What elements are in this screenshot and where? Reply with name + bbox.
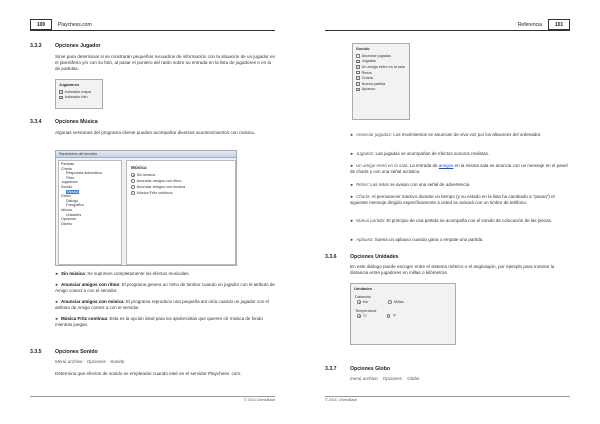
checkbox-label: Aplauso [361,87,376,92]
applause-checkbox[interactable] [353,87,409,93]
server-params-music-screenshot [55,150,237,266]
tree-item[interactable]: Unidades [66,212,82,217]
section-3-3-6-body: En este diálogo puede escoger entre el sistema métrico o el anglosajón, por ejemplo para mostrar la distancia entre jugadores en millas o kilómetros. [350,264,555,275]
tree-item[interactable]: Opciones [61,217,77,222]
radio-icon [131,185,135,189]
checkbox-label: Retos [361,70,372,75]
players-group-caption: Jugadores [59,82,80,87]
tree-item[interactable]: Partidas [61,162,75,166]
section-3-3-5-body: Determina que efectos de sonido se emplearán cuando esté en el servidor Playchess. com. [55,371,242,376]
bullet-arrow-icon: ► [350,163,354,168]
bullet-text: : La entrada de [407,163,439,168]
bullet-term: Charla [356,194,370,199]
bullet-arrow-icon: ► [55,282,59,287]
bullet-text: : El programa genera un ritmo de tambor cuando un jugador con el atributo de Amigo conect a con el servidor. [55,282,275,293]
bullet-term: Anunciar jugadas [356,132,391,137]
sound-bullet [350,237,572,243]
checkbox-check-icon: ✓ [357,81,360,86]
left-header [30,20,275,31]
radio-label: °C [362,314,367,318]
section-number: 3.3.5 [30,349,42,355]
section-3-3-3-body: Sirve para determinar si se mostrarán pequeños recuadros de información con la situación de un jugador en el planisferio y/o con su foto, al pasar el puntero del ratón sobre su entrada en la lista de jugadores o en la de partidas. [55,54,276,71]
bullet-term: Jugadas [356,151,374,156]
radio-icon [388,300,392,304]
window-title-bar: Parámetros del servidor [56,151,236,158]
tree-item[interactable]: Filtro [66,175,74,180]
bullet-text: : Los movimientos se anuncian de viva voz por los altavoces del ordenador. [390,132,542,137]
checkbox-label: Jugadas [361,59,376,64]
music-bullet [55,316,277,328]
radio-label: Anunciar amigos con música [136,185,186,189]
bullet-text: : Se suprimen completamente los efectos musicales. [84,271,190,276]
right-header [325,20,570,31]
checkbox-label: Un amigo entró en la sala [361,64,405,69]
section-number: 3.3.3 [30,43,42,49]
tree-item[interactable]: Respuesta automática [66,171,102,176]
radio-label: °F [392,314,397,318]
checkbox-label: Indicador foto [64,95,88,100]
distance-label: Distancia [355,295,371,299]
sound-bullet [350,132,572,138]
options-tree [58,160,122,265]
bullet-text: : Esta es la opción ideal para los ajedrecistas que quieren oír música de fondo mientras juegan. [55,316,263,327]
sound-group-caption: Sonido [356,46,370,51]
section-3-3-5-menu-path: Menú archivo - Opciones - Sonido [55,359,125,364]
checkbox-check-icon: ✓ [357,87,360,92]
bullet-term: Aplauso [356,237,373,242]
tree-item[interactable]: Charla [61,166,72,171]
checkbox-check-icon: ✓ [357,76,360,81]
tree-item[interactable]: Diseño [61,221,73,226]
bullet-term: Sin música [61,271,85,276]
players-options-screenshot [55,79,103,109]
checkbox-check-icon: ✓ [357,59,360,64]
section-number: 3.3.7 [325,366,337,372]
bullet-arrow-icon: ► [350,182,354,187]
tree-item-label: Música [67,189,79,194]
radio-icon [131,191,135,195]
fritz-music-radio[interactable] [131,190,235,196]
right-page [300,0,600,424]
radio-label: Millas [393,300,404,304]
bullet-text: en la misma sala se anuncia con un mensaje en el panel de charla y con una señal acústica. [350,163,568,174]
music-bullet [55,282,277,294]
bullet-term: Anunciar amigos con ritmo [61,282,120,287]
checkbox-label: Charla [361,76,373,81]
left-page-number: 100 [30,19,52,30]
checkbox-empty-icon [356,71,360,75]
bullet-arrow-icon: ► [350,237,354,242]
bullet-text: : Las jugadas se acompañan de efectos sonoros realistas. [373,151,490,156]
section-title: Opciones Globo [350,366,391,372]
celsius-radio[interactable] [357,313,367,319]
left-header-title: Playchess.com [58,22,92,28]
radio-selected-icon [357,300,361,304]
bullet-text: : Al permanecer inactivo durante un tiempo (y su estado en la lista ha cambiado a "pausa") el siguiente mensaje dirigido específicamente a usted se avisará con un timbre de teléfono. [350,194,555,205]
section-3-3-6-heading [325,254,398,260]
friends-link[interactable]: amigos [438,163,454,168]
music-bullet [55,271,277,277]
bullet-text: : El principio de una partida se acompaña con el sonido de colocación de las piezas. [384,218,553,223]
bullet-arrow-icon: ► [350,151,354,156]
music-bullet [55,299,277,311]
bullet-text: : Suena un aplauso cuando gana o empate una partida. [372,237,484,242]
bullet-term: Nueva partida [356,218,385,223]
units-options-screenshot [350,283,456,345]
radio-label: Km [362,300,369,304]
bullet-text: : Los retos se avisan con una señal de advertencia. [367,182,471,187]
bullet-arrow-icon: ► [350,194,354,199]
bullet-arrow-icon: ► [350,132,354,137]
music-group-caption: Música [131,165,147,170]
section-number: 3.3.4 [30,119,42,125]
fahrenheit-radio[interactable] [387,313,396,319]
section-title: Opciones Sonido [55,349,98,355]
radio-label: Sin música [136,173,156,177]
section-3-3-4-heading [30,119,98,125]
km-radio[interactable] [357,299,368,305]
right-footer: © 2014, ChessBase [325,396,570,402]
tree-item[interactable]: Idioma [61,207,72,212]
miles-radio[interactable] [388,299,403,305]
radio-icon [387,314,391,318]
checkbox-label: Anunciar jugadas [361,53,391,58]
section-title: Opciones Música [55,119,98,125]
friend-entered-checkbox[interactable] [353,64,409,70]
radio-label: Música Fritz continua [136,191,173,195]
bullet-term: Retos [356,182,368,187]
music-options-panel [126,160,236,265]
left-footer: © 2014 ChessBase [30,396,275,402]
bullet-arrow-icon: ► [350,218,354,223]
bullet-text: : El programa reproduce una pequeña ant onía cuando un jugador con el atributo de Amigo conect a con el servidor. [55,299,269,310]
right-page-number: 101 [548,19,570,30]
temperature-label: Temperatura [355,309,377,313]
checkbox-label: Nueva partida [361,81,386,86]
sound-bullet [350,218,572,224]
section-3-3-4-body: Algunas versiones del programa cliente pueden acompañar diversos acontecimientos con música. [55,130,255,135]
radio-selected-icon [131,173,135,177]
radio-label: Anunciar amigos con ritmo [136,179,182,183]
checkbox-check-icon: ✓ [60,90,63,94]
checkbox-empty-icon [356,54,360,58]
checkbox-label: Indicador mapa [64,89,91,94]
bullet-arrow-icon: ► [55,299,59,304]
section-3-3-7-menu-path: menú archivo Opciones Globo [350,376,420,381]
radio-selected-icon [357,314,361,318]
sound-bullet [350,151,572,157]
sound-options-screenshot [352,43,410,120]
bullet-term: Un amigo entró en la sala [356,163,408,168]
tree-item[interactable]: Jugadores [61,180,78,185]
section-3-3-5-heading [30,349,98,355]
right-header-title: Referencia [517,22,542,28]
units-group-caption: Unidades [354,286,373,291]
section-3-3-3-heading [30,43,101,49]
tree-item[interactable]: Diálogo [66,198,79,203]
bullet-arrow-icon: ► [55,316,59,321]
bullet-arrow-icon: ► [55,271,59,276]
bullet-term: Anunciar amigos con música [61,299,124,304]
checkbox-check-icon: ✓ [357,65,360,70]
tree-item[interactable]: Sonido [61,184,73,189]
sound-bullet [350,194,572,206]
bullet-term: Música Fritz continua [61,316,108,321]
section-title: Opciones Unidades [350,254,399,260]
photo-indicator-checkbox[interactable] [56,95,102,101]
section-3-3-7-heading [325,366,390,372]
radio-icon [131,179,135,183]
checkbox-check-icon: ✓ [60,95,63,100]
section-number: 3.3.6 [325,254,337,260]
tree-item[interactable]: Fotográfico [66,203,84,208]
section-title: Opciones Jugador [55,43,101,49]
sound-bullet [350,182,572,188]
tree-item[interactable]: Globo [61,194,71,199]
sound-bullet [350,163,572,175]
